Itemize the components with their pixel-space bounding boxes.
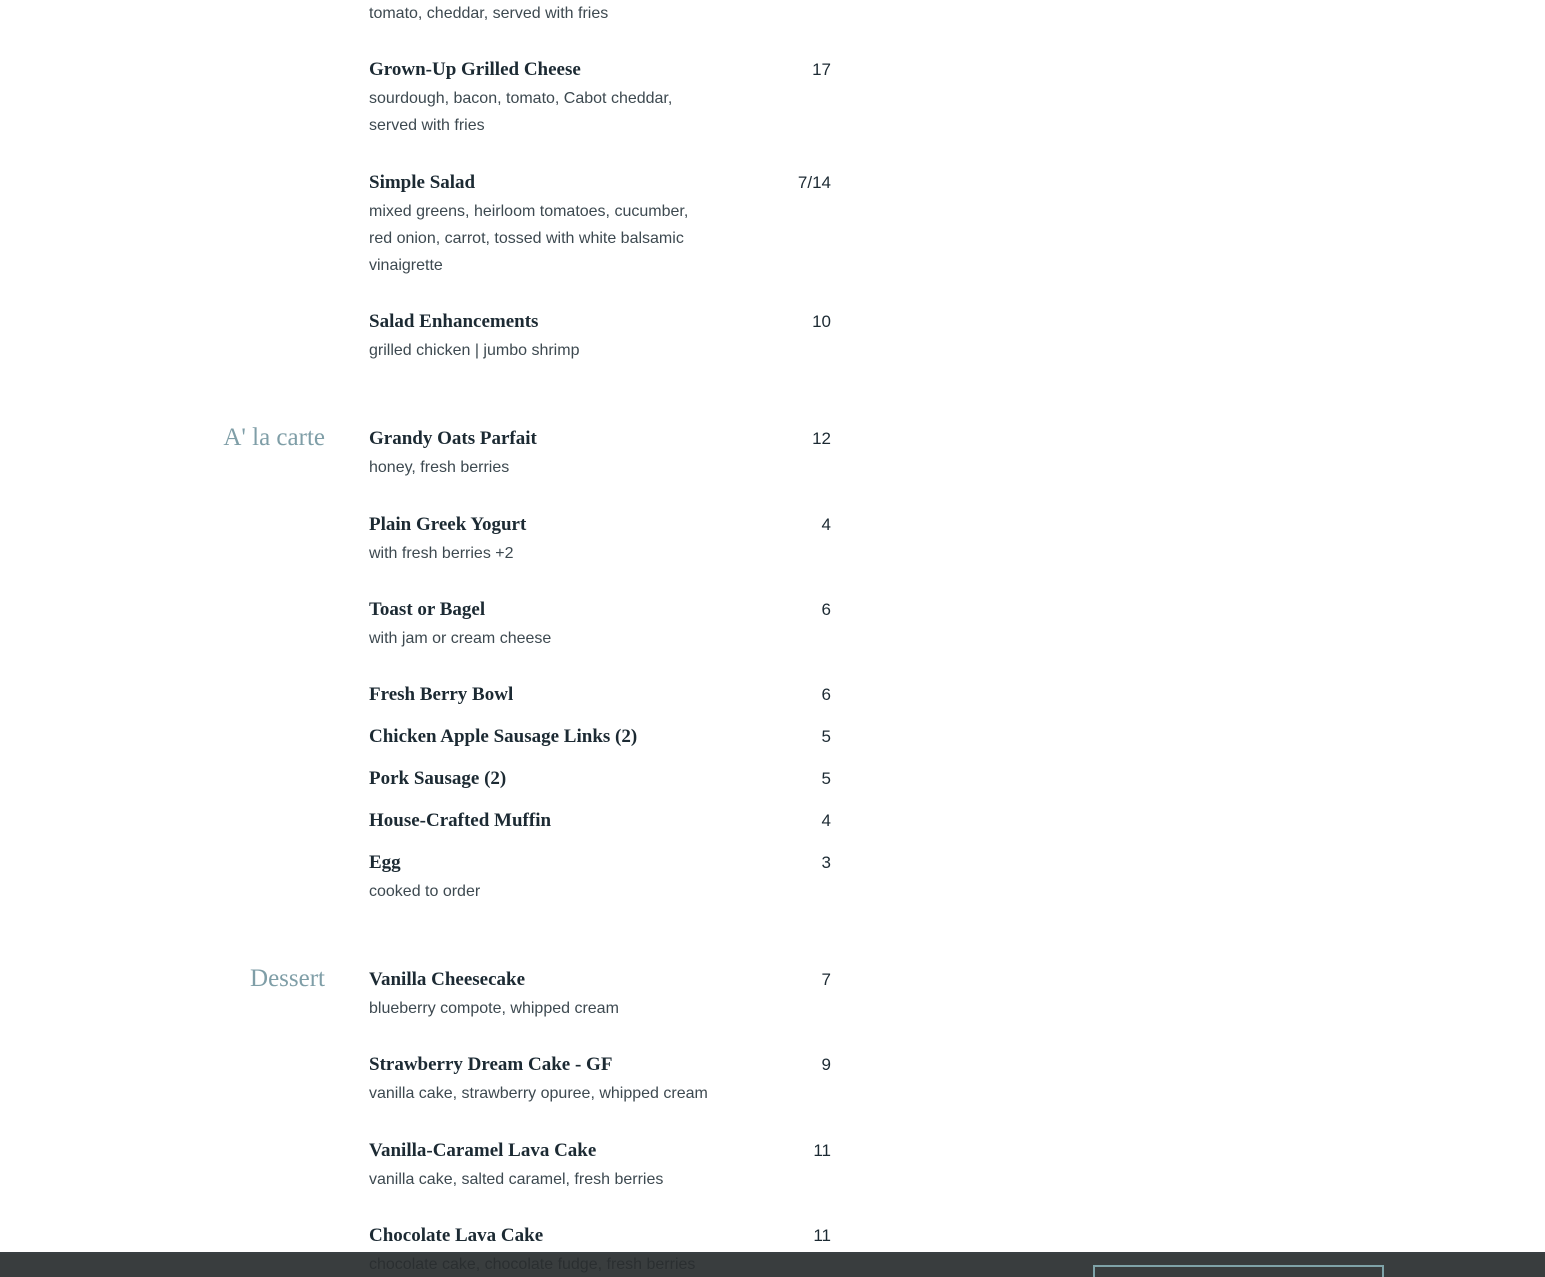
menu-item (369, 59, 831, 139)
menu-item (369, 311, 831, 364)
item-description: mixed greens, heirloom tomatoes, cucumber, red onion, carrot, tossed with white balsamic vinaigrette (369, 202, 689, 274)
item-name: Grown-Up Grilled Cheese (369, 59, 581, 80)
item-description: honey, fresh berries (369, 458, 510, 476)
menu-item (369, 810, 831, 832)
item-name: Salad Enhancements (369, 311, 539, 332)
menu-item (369, 1140, 831, 1193)
item-price: 5 (821, 769, 831, 788)
item-description: with jam or cream cheese (369, 629, 552, 647)
item-price: 6 (821, 685, 831, 704)
menu-item (369, 172, 831, 279)
menu-item (369, 726, 831, 748)
item-name: Fresh Berry Bowl (369, 684, 514, 705)
item-price: 10 (812, 312, 831, 331)
menu-item (369, 514, 831, 567)
item-name: Vanilla-Caramel Lava Cake (369, 1140, 597, 1161)
item-name: Strawberry Dream Cake - GF (369, 1054, 613, 1075)
item-name: House-Crafted Muffin (369, 810, 552, 831)
item-description: tomato, cheddar, served with fries (369, 5, 609, 22)
item-price: 7 (821, 970, 831, 989)
item-description: with fresh berries +2 (369, 544, 514, 562)
item-name: Plain Greek Yogurt (369, 514, 527, 535)
item-name: Grandy Oats Parfait (369, 428, 537, 449)
item-price: 4 (821, 515, 831, 534)
menu-item (369, 1054, 831, 1107)
item-description: cooked to order (369, 882, 481, 900)
menu-item (369, 969, 831, 1022)
menu-item (369, 428, 831, 481)
item-description: blueberry compote, whipped cream (369, 999, 619, 1017)
section-title-dessert: Dessert (250, 965, 325, 992)
item-description: vanilla cake, salted caramel, fresh berries (369, 1170, 664, 1188)
item-name: Pork Sausage (2) (369, 768, 507, 789)
item-price: 3 (821, 853, 831, 872)
item-price: 9 (821, 1055, 831, 1074)
menu-item (369, 599, 831, 652)
menu-item (369, 768, 831, 790)
item-price: 11 (813, 1226, 831, 1245)
item-name: Toast or Bagel (369, 599, 486, 620)
item-name: Egg (369, 852, 401, 873)
item-price: 4 (821, 811, 831, 830)
item-description: vanilla cake, strawberry opuree, whipped cream (369, 1084, 708, 1102)
item-name: Vanilla Cheesecake (369, 969, 526, 990)
item-name: Chocolate Lava Cake (369, 1225, 544, 1246)
bottom-bar (0, 1252, 1545, 1277)
section-title-a-la-carte: A' la carte (223, 424, 325, 451)
menu-item (369, 684, 831, 706)
item-price: 6 (821, 600, 831, 619)
item-name: Simple Salad (369, 172, 476, 193)
item-price: 12 (812, 429, 831, 448)
item-price: 7/14 (797, 173, 831, 192)
item-description: sourdough, bacon, tomato, Cabot cheddar, served with fries (369, 89, 673, 134)
item-description: grilled chicken | jumbo shrimp (369, 341, 580, 359)
item-price: 5 (821, 727, 831, 746)
item-price: 11 (813, 1141, 831, 1160)
menu-item (369, 852, 831, 905)
bottom-bar-button[interactable] (1093, 1265, 1384, 1277)
item-price: 17 (812, 60, 831, 79)
item-name: Chicken Apple Sausage Links (2) (369, 726, 638, 747)
